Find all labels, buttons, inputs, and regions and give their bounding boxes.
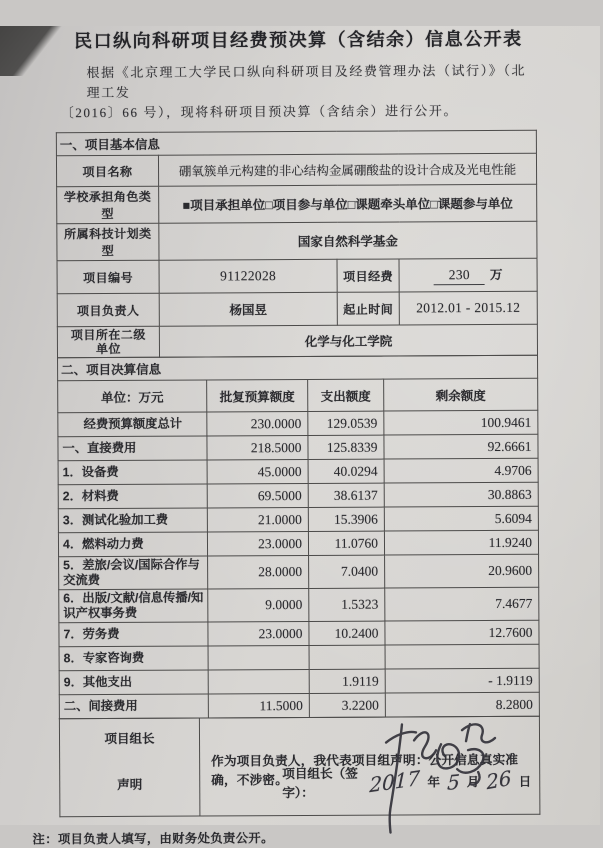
header-remaining: 剩余额度 [384,378,538,411]
header-spent: 支出额度 [308,379,384,411]
pi-row [57,291,537,327]
funding-label: 项目经费 [337,259,399,292]
intro-line-2: 〔2016〕66 号），现将科研项目预决算（含结余）进行公开。 [60,103,459,121]
date-day-value: 26 [485,765,513,795]
signature-row [200,762,539,802]
accounts-section-row [58,355,538,381]
spent-value: 11.0760 [308,531,384,555]
basic-info-section-title: 一、项目基本信息 [56,130,536,156]
remaining-value: 12.7600 [385,620,539,645]
form-table-area [56,130,540,818]
accounts-table-row [59,692,539,719]
approved-budget-value: 230.0000 [207,411,308,436]
row-label: 7．劳务费 [59,622,208,647]
plan-type-row [57,221,537,261]
spent-value: 1.9119 [309,669,385,693]
accounts-table-row [58,482,538,509]
duration-value: 2012.01 - 2015.12 [399,291,537,325]
project-name-value: 硼氧簇单元构建的非心结构金属硼酸盐的设计合成及光电性能 [158,153,536,186]
approved-budget-value: 218.5000 [207,435,308,460]
accounts-table-row [59,620,539,647]
header-approved-budget: 批复预算额度 [207,379,308,412]
row-label: 一、直接费用 [58,436,207,461]
approved-budget-value: 21.0000 [207,507,308,532]
remaining-value: 30.8863 [384,482,538,507]
accounts-rows [58,410,540,719]
page-title: 民口纵向科研项目经费预决算（含结余）信息公开表 [74,28,523,52]
approved-budget-value: 23.0000 [208,621,309,646]
pi-value: 杨国昱 [159,292,337,326]
remaining-value: - 1.9119 [385,668,539,693]
row-label: 5．差旅/会议/国际合作与交流费 [59,556,208,590]
row-label: 2．材料费 [58,484,207,509]
month-char: 月 [466,775,480,790]
final-accounts-section-title: 二、项目决算信息 [58,355,538,381]
remaining-value [385,644,539,669]
role-type-label: 学校承担角色类型 [57,186,159,224]
remaining-value: 11.9240 [384,530,538,555]
accounts-table-row [59,587,539,623]
funding-value-cell [399,258,537,292]
funding-unit: 万 [489,267,503,283]
row-label: 二、间接费用 [59,694,208,719]
basic-info-table [56,130,538,359]
approved-budget-value [208,669,309,694]
date-month-value: 5 [446,769,461,795]
row-label: 6．出版/文献/信息传播/知识产权事务费 [59,589,208,623]
accounts-table-row [59,554,539,590]
declaration-label [63,720,196,794]
spent-value: 7.0400 [309,555,385,588]
final-accounts-table [57,355,540,720]
accounts-table-row [58,506,538,533]
photographed-form [0,26,600,847]
intro-paragraph [60,61,540,124]
remaining-value: 8.2800 [385,692,539,717]
spent-value: 15.3906 [308,507,384,531]
remaining-value: 100.9461 [384,410,538,435]
remaining-value: 92.6661 [384,434,538,459]
secondary-unit-label-line2: 单位 [95,341,122,357]
accounts-table-row [59,668,539,695]
declaration-label-cell [59,718,200,817]
pi-label: 项目负责人 [57,293,159,327]
paper-sheet [0,24,603,847]
secondary-unit-row [57,324,537,358]
spent-value [309,645,385,669]
year-char: 年 [427,775,441,790]
declaration-body-cell [199,716,540,816]
row-label: 9．其他支出 [59,670,208,695]
basic-section-row [56,130,536,156]
declaration-label-line1: 项目组长 [104,731,155,747]
secondary-unit-label [57,326,159,358]
row-label: 经费预算额度总计 [58,412,207,437]
handwritten-date [369,765,532,798]
intro-line-1: 根据《北京理工大学民口纵向科研项目及经费管理办法（试行）》（北理工发 [86,62,527,101]
row-label: 1．设备费 [58,460,207,485]
spent-value: 129.0539 [308,411,384,435]
plan-type-value: 国家自然科学基金 [159,221,537,260]
approved-budget-value: 23.0000 [207,531,308,556]
accounts-header-row [58,378,538,413]
project-name-row [56,153,536,187]
footer-note: 注：项目负责人填写，由财务处负责公开。 [32,831,274,847]
row-label: 4．燃料动力费 [58,532,207,557]
project-name-label: 项目名称 [56,155,158,187]
accounts-table-row [58,458,538,485]
declaration-statement: 作为项目负责人，我代表项目组声明：公开信息真实准确，不涉密。 [211,752,519,788]
spent-value: 1.5323 [309,588,385,621]
secondary-unit-value: 化学与化工学院 [159,324,537,357]
approved-budget-value: 11.5000 [208,693,309,718]
approved-budget-value: 28.0000 [208,555,309,589]
spent-value: 125.8339 [308,435,384,459]
date-year-value: 2017 [369,765,421,798]
declaration-label-line2: 声明 [117,777,143,792]
project-no-value: 91122028 [159,259,337,293]
accounts-table-row [58,410,538,437]
declaration-table [59,716,541,818]
row-label: 3．测试化验加工费 [58,508,207,533]
project-no-row [57,258,537,294]
approved-budget-value: 45.0000 [207,459,308,484]
spent-value: 3.2200 [309,693,385,717]
role-type-value: ■项目承担单位□项目参与单位□课题牵头单位□课题参与单位 [159,184,537,223]
remaining-value: 5.6094 [384,506,538,531]
project-no-label: 项目编号 [57,260,159,294]
remaining-value: 7.4677 [385,587,539,621]
declaration-row [59,716,540,817]
approved-budget-value: 69.5000 [207,483,308,508]
approved-budget-value [208,645,309,670]
remaining-value: 4.9706 [384,458,538,483]
duration-label: 起止时间 [337,292,399,325]
accounts-table-row [58,434,538,461]
accounts-table-row [58,530,538,557]
remaining-value: 20.9600 [385,554,539,588]
role-type-row [57,184,537,224]
row-label: 8．专家咨询费 [59,646,208,671]
header-unit: 单位：万元 [58,380,207,413]
sign-label: 项目组长（签字）： [282,766,358,801]
spent-value: 10.2400 [309,621,385,645]
spent-value: 40.0294 [308,459,384,483]
plan-type-label: 所属科技计划类型 [57,223,159,261]
funding-amount: 230 [434,267,485,285]
secondary-unit-label-line1: 项目所在二级 [70,327,146,343]
spent-value: 38.6137 [308,483,384,507]
approved-budget-value: 9.0000 [208,588,309,622]
day-char: 日 [518,774,532,789]
accounts-table-row [59,644,539,671]
